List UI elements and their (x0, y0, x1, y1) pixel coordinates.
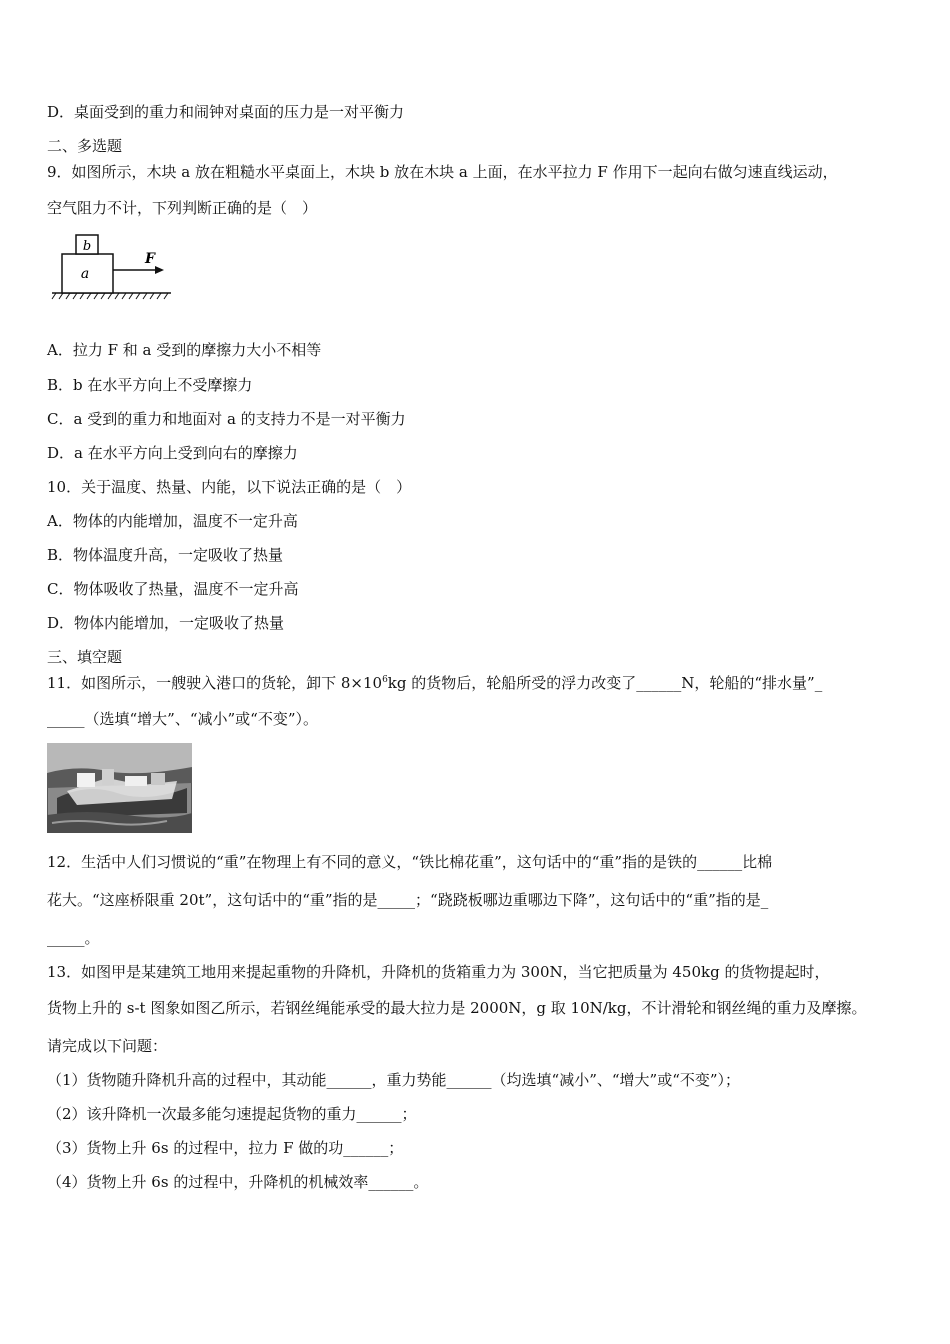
question-10-option-a: A．物体的内能增加，温度不一定升高 (47, 512, 298, 530)
question-13-line3: 请完成以下问题： (47, 1037, 168, 1055)
section-heading-multiple-choice: 二、多选题 (47, 137, 123, 155)
question-8-option-d: D．桌面受到的重力和闹钟对桌面的压力是一对平衡力 (47, 103, 405, 121)
question-13-part-4: （4）货物上升 6s 的过程中，升降机的机械效率______。 (47, 1173, 429, 1191)
question-9-stem-line2: 空气阻力不计，下列判断正确的是（ ） (47, 199, 318, 217)
force-arrow-head (155, 266, 164, 274)
exponent: 6 (382, 675, 388, 685)
question-12-line1: 12．生活中人们习惯说的“重”在物理上有不同的意义，“铁比棉花重”，这句话中的“重”指的是铁的______比棉 (47, 853, 773, 871)
question-13-part-1: （1）货物随升降机升高的过程中，其动能______，重力势能______（均选填“减小”、“增大”或“不变”）； (47, 1071, 741, 1089)
question-11-line1-post: kg 的货物后，轮船所受的浮力改变了______N，轮船的“排水量”_ (387, 674, 823, 692)
question-9-option-a: A．拉力 F 和 a 受到的摩擦力大小不相等 (47, 341, 322, 359)
question-9-option-d: D．a 在水平方向上受到向右的摩擦力 (47, 444, 298, 462)
question-12-line2: 花大。“这座桥限重 20t”，这句话中的“重”指的是_____；“跷跷板哪边重哪边下降”，这句话中的“重”指的是_ (47, 891, 769, 909)
question-9-option-c: C．a 受到的重力和地面对 a 的支持力不是一对平衡力 (47, 410, 406, 428)
cargo-ship-photo (47, 743, 192, 833)
question-12-line3: _____。 (47, 929, 100, 947)
question-10-option-d: D．物体内能增加，一定吸收了热量 (47, 614, 285, 632)
question-13-part-2: （2）该升降机一次最多能匀速提起货物的重力______； (47, 1105, 417, 1123)
question-11-line1-pre: 11．如图所示，一艘驶入港口的货轮，卸下 8×10 (47, 674, 383, 692)
question-9-stem-line1: 9．如图所示，木块 a 放在粗糙水平桌面上，木块 b 放在木块 a 上面，在水平拉力 F 作用下一起向右做匀速直线运动， (47, 163, 838, 181)
ground-hatching (52, 293, 168, 299)
question-11-line2: _____（选填“增大”、“减小”或“不变”）。 (47, 710, 319, 728)
block-b-label: b (82, 239, 92, 254)
question-13-part-3: （3）货物上升 6s 的过程中，拉力 F 做的功______； (47, 1139, 404, 1157)
section-heading-fill-in: 三、填空题 (47, 648, 123, 666)
question-11-line1 (47, 673, 822, 693)
force-f-label: F (145, 251, 155, 267)
question-9-option-b: B．b 在水平方向上不受摩擦力 (47, 376, 253, 394)
question-10-stem: 10．关于温度、热量、内能，以下说法正确的是（ ） (47, 478, 412, 496)
question-13-line1: 13．如图甲是某建筑工地用来提起重物的升降机，升降机的货箱重力为 300N，当它把质量为 450kg 的货物提起时， (47, 963, 830, 981)
block-diagram-figure (50, 232, 175, 302)
question-10-option-c: C．物体吸收了热量，温度不一定升高 (47, 580, 299, 598)
question-10-option-b: B．物体温度升高，一定吸收了热量 (47, 546, 284, 564)
question-13-line2: 货物上升的 s-t 图象如图乙所示，若钢丝绳能承受的最大拉力是 2000N，g 取 10N/kg，不计滑轮和钢丝绳的重力及摩擦。 (47, 999, 867, 1017)
block-a-label: a (80, 266, 90, 282)
